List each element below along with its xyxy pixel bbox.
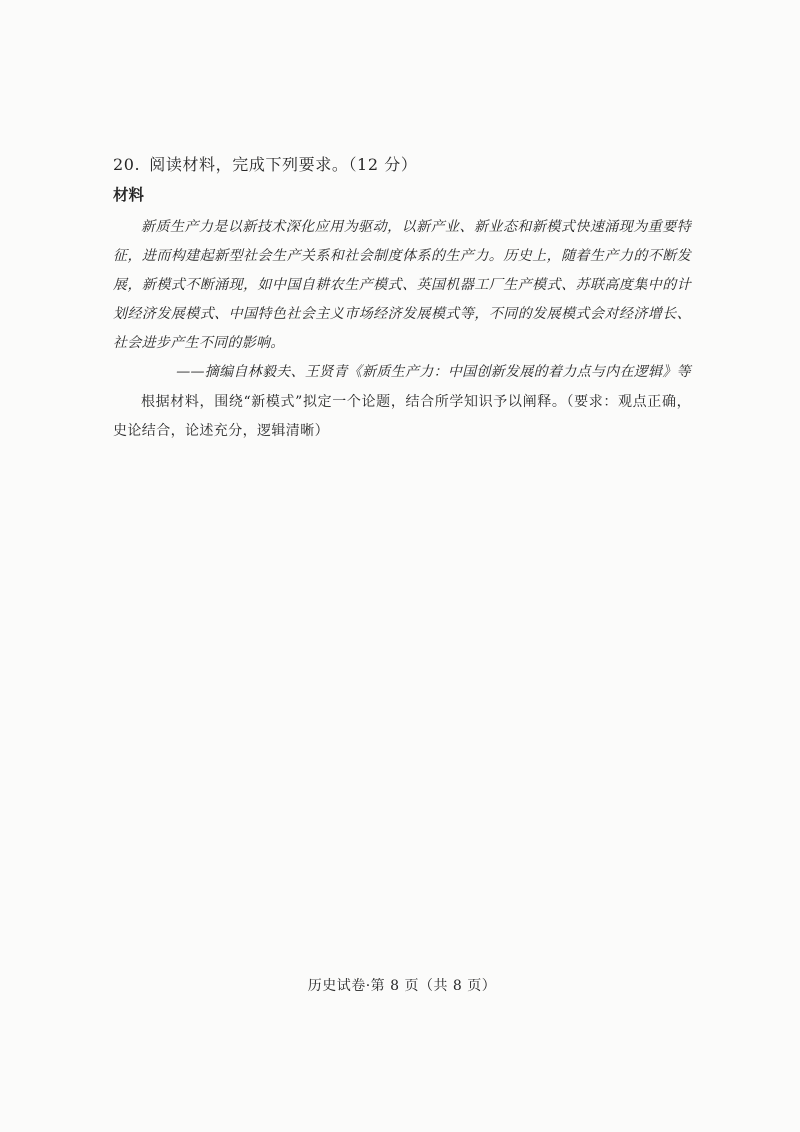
material-label: 材料 [113, 186, 145, 204]
material-paragraph: 新质生产力是以新技术深化应用为驱动，以新产业、新业态和新模式快速涌现为重要特征，进而构建起新型社会生产关系和社会制度体系的生产力。历史上，随着生产力的不断发展，新模式不断涌现，如中国自耕农生产模式、英国机器工厂生产模式、苏联高度集中的计划经济发展模式、中国特色社会主义市场经济发展模式等，不同的发展模式会对经济增长、社会进步产生不同的影响。 [113, 219, 691, 351]
question-instruction: 阅读材料，完成下列要求。（12 分） [149, 155, 418, 174]
material-attribution: ——摘编自林毅夫、王贤青《新质生产力：中国创新发展的着力点与内在逻辑》等 [176, 364, 691, 380]
page-footer: 历史试卷·第 8 页（共 8 页） [307, 978, 497, 994]
question-header [113, 150, 691, 180]
question-block [113, 150, 691, 446]
question-prompt: 根据材料，围绕“新模式”拟定一个论题，结合所学知识予以阐释。（要求：观点正确，史论结合，论述充分，逻辑清晰） [113, 394, 691, 439]
question-number: 20. [113, 155, 141, 174]
